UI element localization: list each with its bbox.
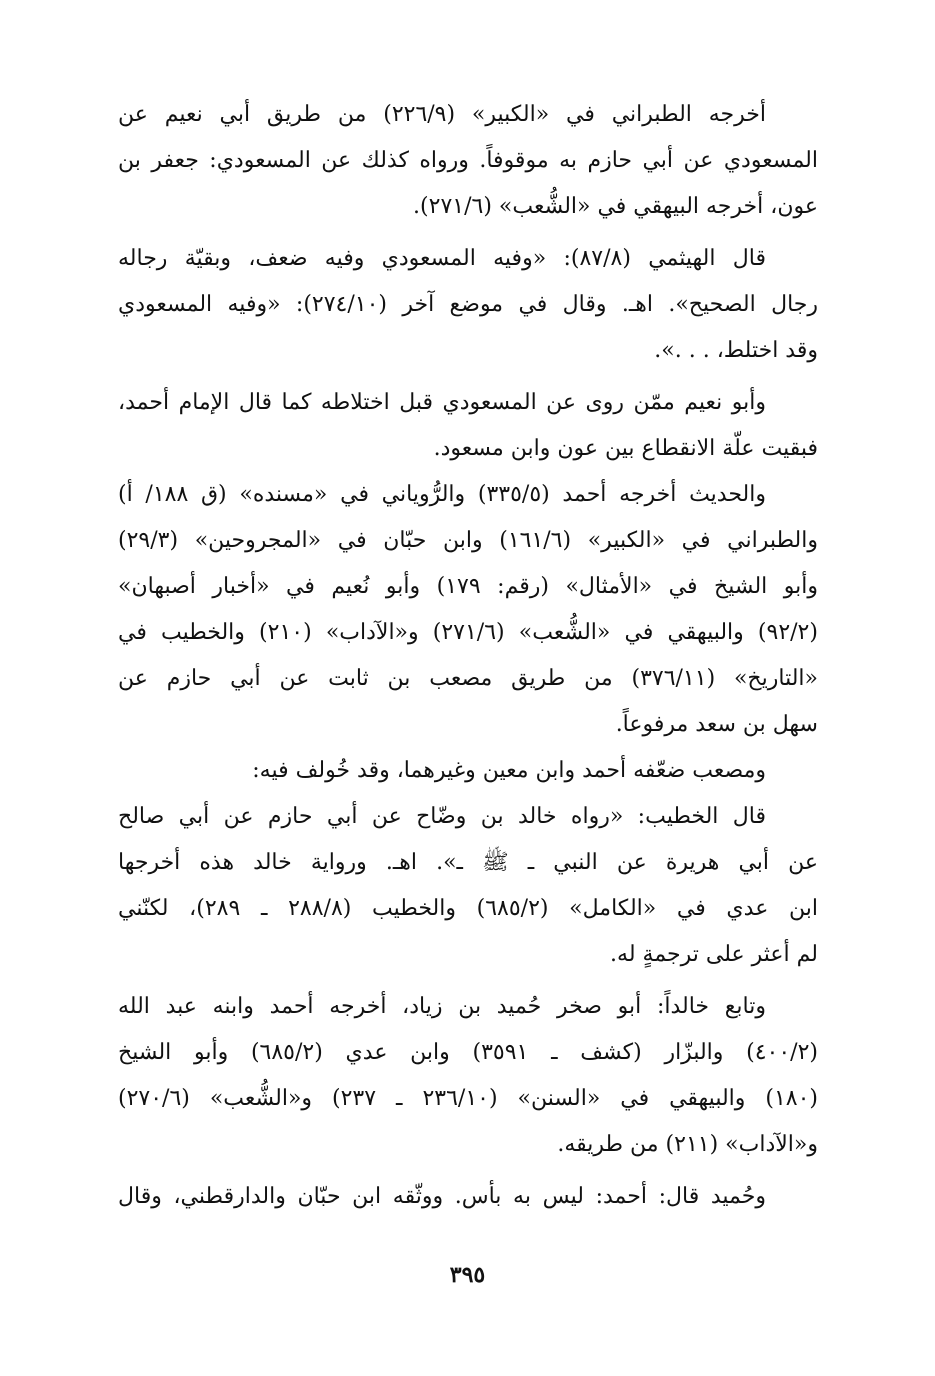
text-line: فبقيت علّة الانقطاع بين عون وابن مسعود. <box>433 436 818 461</box>
paragraph <box>118 472 818 748</box>
paragraph <box>118 236 818 374</box>
text-line: لم أعثر على ترجمةٍ له. <box>610 942 818 967</box>
text-line: المسعودي عن أبي حازم به موقوفاً. ورواه كذلك عن المسعودي: جعفر بن <box>118 148 818 173</box>
text-line: قال الخطيب: «رواه خالد بن وضّاح عن أبي حازم عن أبي صالح <box>118 804 766 829</box>
paragraph <box>118 380 818 472</box>
text-line: (٤٠٠/٢) والبزّار (كشف ـ ٣٥٩١) وابن عدي (٦٨٥/٢) وأبو الشيخ <box>118 1040 818 1065</box>
paragraph <box>118 748 818 794</box>
text-line: والطبراني في «الكبير» (١٦١/٦) وابن حبّان في «المجروحين» (٢٩/٣) <box>118 528 818 553</box>
text-line: و«الآداب» (٢١١) من طريقه. <box>557 1132 818 1157</box>
text-line: ابن عدي في «الكامل» (٦٨٥/٢) والخطيب (٢٨٨/٨ ـ ٢٨٩)، لكنّني <box>118 896 818 921</box>
text-line: ومصعب ضعّفه أحمد وابن معين وغيرهما، وقد خُولف فيه: <box>252 758 766 783</box>
text-line: عن أبي هريرة عن النبي ـ ﷺ ـ». اهـ. ورواية خالد هذه أخرجها <box>118 850 818 875</box>
paragraph <box>118 984 818 1168</box>
text-line: رجال الصحيح». اهـ. وقال في موضع آخر (٢٧٤/١٠): «وفيه المسعودي <box>118 292 818 317</box>
text-line: أخرجه الطبراني في «الكبير» (٢٢٦/٩) من طريق أبي نعيم عن <box>118 102 766 127</box>
text-line: «التاريخ» (٣٧٦/١١) من طريق مصعب بن ثابت عن أبي حازم عن <box>118 666 818 691</box>
text-line: عون، أخرجه البيهقي في «الشُّعب» (٢٧١/٦). <box>413 194 818 219</box>
text-line: قال الهيثمي (٨٧/٨): «وفيه المسعودي وفيه ضعف، وبقيّة رجاله <box>118 246 766 271</box>
text-line: وأبو الشيخ في «الأمثال» (رقم: ١٧٩) وأبو نُعيم في «أخبار أصبهان» <box>118 574 818 599</box>
text-line: (٩٢/٢) والبيهقي في «الشُّعب» (٢٧١/٦) و«الآداب» (٢١٠) والخطيب في <box>118 620 818 645</box>
paragraph <box>118 92 818 230</box>
text-line: وتابع خالداً: أبو صخر حُميد بن زياد، أخرجه أحمد وابنه عبد الله <box>118 994 766 1019</box>
text-line: وقد اختلط، . . .». <box>654 338 818 363</box>
body-text <box>118 92 818 1220</box>
text-line: والحديث أخرجه أحمد (٣٣٥/٥) والرُّوياني في «مسنده» (ق ١٨٨/ أ) <box>118 482 766 507</box>
text-line: (١٨٠) والبيهقي في «السنن» (٢٣٦/١٠ ـ ٢٣٧) و«الشُّعب» (٢٧٠/٦) <box>118 1086 818 1111</box>
text-line: وحُميد قال: أحمد: ليس به بأس. ووثّقه ابن حبّان والدارقطني، وقال <box>118 1184 766 1209</box>
text-line: وأبو نعيم ممّن روى عن المسعودي قبل اختلاطه كما قال الإمام أحمد، <box>118 390 766 415</box>
paragraph <box>118 1174 818 1220</box>
text-line: سهل بن سعد مرفوعاً. <box>615 712 818 737</box>
paragraph <box>118 794 818 978</box>
page-number: ٣٩٥ <box>449 1262 486 1288</box>
